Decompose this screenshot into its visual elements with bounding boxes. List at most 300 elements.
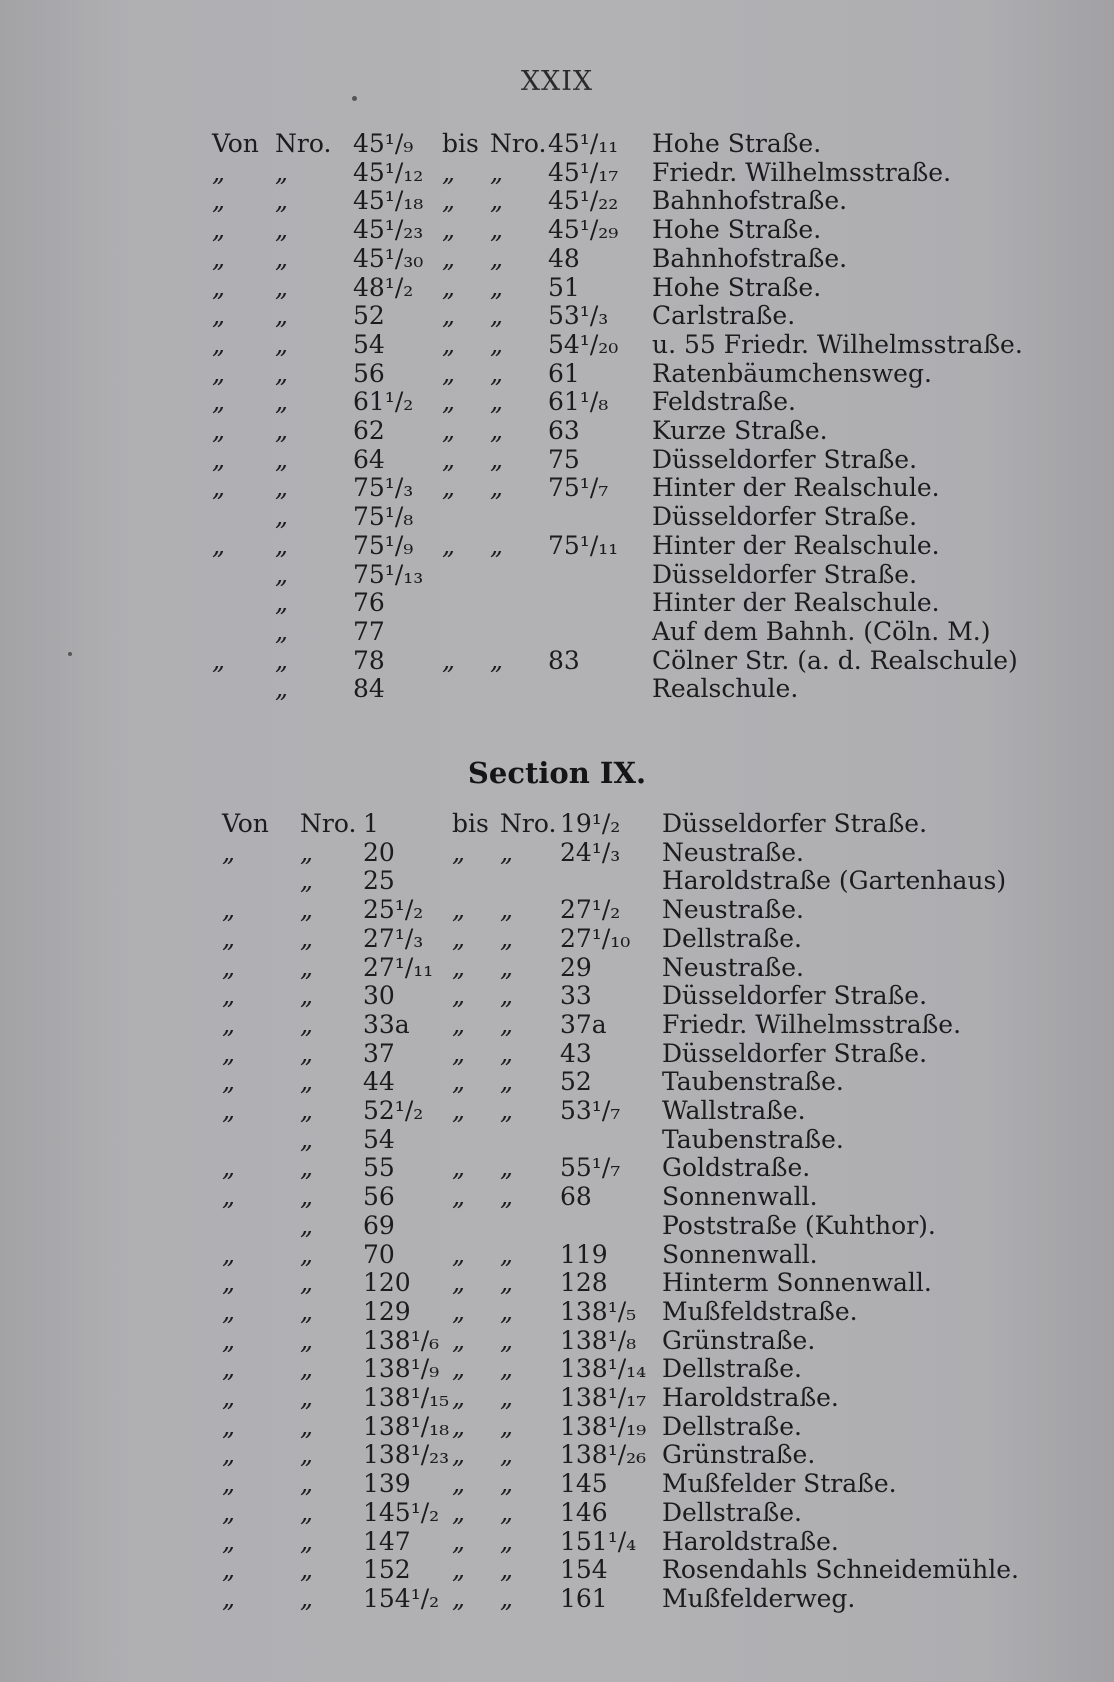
cell-to: 43: [560, 1038, 592, 1068]
cell-nro: „: [275, 329, 289, 359]
cell-from: 77: [353, 616, 385, 646]
cell-bis-nro: „: [490, 444, 504, 474]
cell-street: Hinter der Realschule.: [652, 588, 940, 618]
cell-von: „: [222, 1038, 236, 1068]
cell-nro: „: [300, 837, 314, 867]
cell-to: 53¹/₇: [560, 1096, 621, 1125]
cell-bis-nro: „: [500, 895, 514, 925]
cell-bis: „: [442, 444, 456, 474]
cell-from: 70: [363, 1239, 395, 1269]
cell-von: „: [222, 1153, 236, 1183]
cell-von: „: [222, 1497, 236, 1527]
cell-from: 25¹/₂: [363, 895, 424, 925]
cell-nro: „: [300, 1096, 314, 1125]
cell-to: 52: [560, 1067, 592, 1097]
cell-nro: „: [300, 1469, 314, 1499]
cell-bis: bis: [452, 809, 489, 838]
cell-bis-nro: „: [500, 1440, 514, 1470]
cell-von: „: [212, 243, 226, 273]
cell-nro: „: [300, 1555, 314, 1585]
cell-from: 139: [363, 1469, 411, 1499]
cell-von: „: [212, 272, 226, 302]
cell-from: 152: [363, 1555, 411, 1585]
cell-street: Carlstraße.: [652, 301, 796, 331]
cell-bis: „: [452, 1583, 466, 1613]
cell-street: Neustraße.: [662, 952, 804, 982]
cell-nro: „: [300, 1124, 314, 1154]
table-row: [0, 896, 1114, 924]
cell-bis-nro: „: [500, 1096, 514, 1125]
table-row: [0, 360, 1114, 388]
cell-street: Hinter der Realschule.: [652, 530, 940, 560]
cell-bis: bis: [442, 129, 479, 158]
cell-from: 138¹/₁₈: [363, 1411, 450, 1441]
table-row: [0, 1126, 1114, 1154]
cell-from: 62: [353, 416, 385, 445]
cell-from: 75¹/₉: [353, 530, 414, 560]
cell-bis: „: [452, 1038, 466, 1068]
cell-von: „: [222, 837, 236, 867]
cell-from: 48¹/₂: [353, 272, 414, 302]
cell-nro: „: [300, 1268, 314, 1298]
cell-bis-nro: „: [500, 952, 514, 982]
cell-nro: „: [275, 530, 289, 560]
cell-street: Mußfelderweg.: [662, 1583, 856, 1613]
cell-nro: „: [300, 1009, 314, 1039]
cell-from: 75¹/₁₃: [353, 559, 424, 589]
cell-nro: „: [275, 358, 289, 388]
cell-bis: „: [452, 981, 466, 1011]
cell-bis: „: [452, 1383, 466, 1412]
cell-von: „: [222, 1583, 236, 1613]
table-row: [0, 532, 1114, 560]
cell-von: „: [212, 444, 226, 474]
cell-nro: „: [300, 1411, 314, 1441]
table-row: [0, 388, 1114, 416]
cell-bis-nro: „: [500, 1239, 514, 1269]
cell-bis: „: [452, 952, 466, 982]
cell-von: „: [222, 1469, 236, 1499]
cell-street: Sonnenwall.: [662, 1182, 818, 1212]
cell-street: Dellstraße.: [662, 1354, 803, 1384]
cell-nro: „: [300, 1296, 314, 1326]
table-row: [0, 1269, 1114, 1297]
table-row: [0, 1068, 1114, 1096]
cell-bis-nro: „: [500, 1526, 514, 1556]
cell-to: 53¹/₃: [548, 301, 609, 331]
cell-bis: „: [442, 387, 456, 417]
cell-bis-nro: „: [500, 837, 514, 867]
cell-bis: „: [452, 1067, 466, 1097]
page-number: XXIX: [520, 66, 594, 97]
cell-from: 30: [363, 981, 395, 1011]
cell-bis-nro: „: [500, 1182, 514, 1212]
cell-from: 138¹/₆: [363, 1325, 440, 1355]
table-row: [0, 675, 1114, 703]
cell-street: Hinter der Realschule.: [652, 473, 940, 503]
cell-from: 145¹/₂: [363, 1497, 440, 1527]
cell-to: 55¹/₇: [560, 1153, 621, 1183]
table-row: [0, 187, 1114, 215]
cell-from: 61¹/₂: [353, 387, 414, 417]
cell-bis-nro: „: [490, 358, 504, 388]
cell-nro: „: [275, 502, 289, 532]
cell-bis: „: [442, 272, 456, 302]
cell-von: „: [222, 1325, 236, 1355]
table-row: [0, 331, 1114, 359]
cell-von: „: [222, 1182, 236, 1212]
cell-from: 138¹/₉: [363, 1354, 440, 1384]
section-title: Section IX.: [467, 756, 647, 790]
cell-to: 45¹/₁₇: [548, 157, 619, 187]
cell-bis: „: [452, 1555, 466, 1585]
cell-from: 37: [363, 1038, 395, 1068]
table-row: [0, 1327, 1114, 1355]
table-row: [0, 1011, 1114, 1039]
cell-from: 138¹/₂₃: [363, 1440, 450, 1470]
cell-nro: „: [300, 866, 314, 896]
cell-to: 45¹/₁₁: [548, 129, 619, 158]
cell-von: „: [212, 645, 226, 675]
cell-street: Mußfeldstraße.: [662, 1296, 858, 1326]
cell-from: 27¹/₃: [363, 923, 424, 953]
cell-von: „: [222, 952, 236, 982]
cell-bis: „: [452, 1096, 466, 1125]
cell-to: 68: [560, 1182, 592, 1212]
cell-bis-nro: „: [490, 530, 504, 560]
cell-bis: „: [442, 416, 456, 445]
cell-to: 83: [548, 645, 580, 675]
cell-von: „: [222, 1555, 236, 1585]
cell-nro: „: [300, 1325, 314, 1355]
cell-to: 48: [548, 243, 580, 273]
cell-nro: „: [275, 387, 289, 417]
cell-street: Poststraße (Kuhthor).: [662, 1210, 936, 1240]
cell-from: 45¹/₂₃: [353, 215, 424, 245]
table-row: [0, 839, 1114, 867]
cell-to: 45¹/₂₂: [548, 186, 619, 216]
cell-von: Von: [222, 809, 269, 838]
cell-from: 147: [363, 1526, 411, 1556]
table-row: [0, 1441, 1114, 1469]
cell-street: Bahnhofstraße.: [652, 243, 848, 273]
cell-bis: „: [442, 186, 456, 216]
cell-street: Kurze Straße.: [652, 416, 828, 445]
cell-to: 45¹/₂₉: [548, 215, 619, 245]
cell-street: u. 55 Friedr. Wilhelmsstraße.: [652, 329, 1023, 359]
cell-bis: „: [442, 473, 456, 503]
cell-from: 78: [353, 645, 385, 675]
cell-nro: „: [275, 243, 289, 273]
cell-street: Düsseldorfer Straße.: [652, 502, 918, 532]
cell-to: 146: [560, 1497, 608, 1527]
cell-bis-nro: „: [490, 157, 504, 187]
cell-von: „: [222, 1009, 236, 1039]
cell-von: „: [212, 329, 226, 359]
cell-from: 45¹/₁₂: [353, 157, 424, 187]
cell-von: „: [222, 1526, 236, 1556]
cell-from: 120: [363, 1268, 411, 1298]
cell-street: Grünstraße.: [662, 1325, 816, 1355]
cell-nro: „: [300, 1526, 314, 1556]
cell-bis: „: [452, 1440, 466, 1470]
cell-nro: „: [300, 1182, 314, 1212]
cell-nro: „: [275, 186, 289, 216]
cell-to: 145: [560, 1469, 608, 1499]
table-row: [0, 925, 1114, 953]
cell-street: Friedr. Wilhelmsstraße.: [652, 157, 952, 187]
cell-street: Neustraße.: [662, 837, 804, 867]
cell-von: „: [212, 215, 226, 245]
cell-street: Realschule.: [652, 674, 799, 704]
cell-von: „: [222, 1440, 236, 1470]
cell-nro: „: [275, 674, 289, 704]
cell-from: 64: [353, 444, 385, 474]
cell-bis: „: [452, 1469, 466, 1499]
cell-to: 24¹/₃: [560, 837, 621, 867]
cell-street: Haroldstraße (Gartenhaus): [662, 866, 1007, 896]
cell-street: Cölner Str. (a. d. Realschule): [652, 645, 1018, 675]
cell-street: Haroldstraße.: [662, 1526, 839, 1556]
cell-nro: „: [300, 1239, 314, 1269]
cell-nro: „: [300, 1210, 314, 1240]
table-row: [0, 1097, 1114, 1125]
cell-street: Hohe Straße.: [652, 129, 822, 158]
cell-to: 54¹/₂₀: [548, 329, 619, 359]
cell-street: Taubenstraße.: [662, 1124, 844, 1154]
cell-nro: „: [275, 272, 289, 302]
cell-from: 75¹/₃: [353, 473, 414, 503]
cell-to: 138¹/₈: [560, 1325, 637, 1355]
cell-bis: „: [452, 1325, 466, 1355]
cell-from: 55: [363, 1153, 395, 1183]
cell-to: 75¹/₇: [548, 473, 609, 503]
table-row: [0, 245, 1114, 273]
cell-street: Dellstraße.: [662, 923, 803, 953]
table-row: [0, 589, 1114, 617]
cell-nro: „: [275, 301, 289, 331]
cell-nro: „: [275, 416, 289, 445]
cell-from: 44: [363, 1067, 395, 1097]
cell-street: Haroldstraße.: [662, 1383, 839, 1412]
cell-bis-nro: „: [500, 1268, 514, 1298]
cell-von: „: [222, 1296, 236, 1326]
cell-bis: „: [452, 1182, 466, 1212]
cell-from: 33a: [363, 1009, 410, 1039]
cell-nro: „: [300, 1038, 314, 1068]
cell-nro: „: [300, 1354, 314, 1384]
cell-from: 45¹/₃₀: [353, 243, 424, 273]
cell-bis: „: [452, 1354, 466, 1384]
cell-bis-nro: „: [500, 1038, 514, 1068]
cell-street: Rosendahls Schneidemühle.: [662, 1555, 1019, 1585]
cell-bis: „: [442, 329, 456, 359]
cell-street: Friedr. Wilhelmsstraße.: [662, 1009, 962, 1039]
cell-from: 154¹/₂: [363, 1583, 440, 1613]
cell-bis: „: [442, 301, 456, 331]
cell-to: 27¹/₂: [560, 895, 621, 925]
cell-bis: „: [452, 1239, 466, 1269]
cell-from: 52¹/₂: [363, 1096, 424, 1125]
cell-to: 33: [560, 981, 592, 1011]
cell-from: 56: [353, 358, 385, 388]
cell-from: 54: [363, 1124, 395, 1154]
cell-bis-nro: „: [490, 301, 504, 331]
cell-bis-nro: „: [500, 1469, 514, 1499]
table-row: [0, 867, 1114, 895]
cell-street: Hohe Straße.: [652, 272, 822, 302]
cell-bis-nro: „: [500, 1583, 514, 1613]
cell-street: Mußfelder Straße.: [662, 1469, 897, 1499]
cell-street: Wallstraße.: [662, 1096, 806, 1125]
cell-to: 51: [548, 272, 580, 302]
cell-von: „: [222, 1411, 236, 1441]
table-row: [0, 302, 1114, 330]
cell-bis-nro: „: [500, 923, 514, 953]
cell-bis: „: [442, 243, 456, 273]
cell-nro: „: [300, 981, 314, 1011]
cell-street: Bahnhofstraße.: [652, 186, 848, 216]
cell-von: „: [222, 1239, 236, 1269]
cell-from: 45¹/₁₈: [353, 186, 424, 216]
cell-nro: „: [300, 1153, 314, 1183]
cell-to: 128: [560, 1268, 608, 1298]
cell-von: „: [212, 387, 226, 417]
cell-from: 1: [363, 809, 379, 838]
paper-speck: [352, 96, 357, 101]
handwritten-annotation: [901, 1282, 916, 1299]
cell-to: 63: [548, 416, 580, 445]
cell-bis: „: [442, 215, 456, 245]
cell-bis-nro: „: [490, 186, 504, 216]
table-row: [0, 1040, 1114, 1068]
cell-von: „: [222, 1383, 236, 1412]
cell-nro: „: [275, 444, 289, 474]
cell-nro: „: [275, 157, 289, 187]
table-row: [0, 1556, 1114, 1584]
table-row: [0, 1298, 1114, 1326]
cell-nro: „: [300, 1497, 314, 1527]
cell-nro: „: [275, 616, 289, 646]
cell-nro: „: [275, 215, 289, 245]
cell-von: „: [222, 923, 236, 953]
cell-bis: „: [442, 645, 456, 675]
cell-nro: „: [275, 588, 289, 618]
table-row: [0, 1499, 1114, 1527]
cell-von: Von: [212, 129, 259, 158]
cell-bis-nro: „: [500, 1383, 514, 1412]
cell-von: „: [222, 1354, 236, 1384]
cell-bis-nro: „: [500, 1497, 514, 1527]
cell-bis: „: [452, 1497, 466, 1527]
table-row: [0, 561, 1114, 589]
table-row: [0, 810, 1114, 838]
cell-from: 138¹/₁₅: [363, 1383, 450, 1412]
table-row: [0, 159, 1114, 187]
cell-to: 138¹/₁₉: [560, 1411, 647, 1441]
cell-to: 61: [548, 358, 580, 388]
cell-bis: „: [452, 1296, 466, 1326]
cell-bis: „: [452, 837, 466, 867]
cell-von: „: [212, 358, 226, 388]
cell-street: Düsseldorfer Straße.: [662, 981, 928, 1011]
cell-bis-nro: „: [490, 416, 504, 445]
cell-to: 119: [560, 1239, 608, 1269]
cell-bis-nro: „: [490, 387, 504, 417]
cell-nro: „: [300, 1583, 314, 1613]
cell-bis-nro: „: [500, 981, 514, 1011]
cell-street: Düsseldorfer Straße.: [662, 1038, 928, 1068]
table-row: [0, 1528, 1114, 1556]
cell-from: 76: [353, 588, 385, 618]
table-row: [0, 1241, 1114, 1269]
cell-bis-nro: „: [500, 1325, 514, 1355]
cell-bis-nro: „: [500, 1009, 514, 1039]
cell-to: 138¹/₂₆: [560, 1440, 647, 1470]
cell-nro: „: [275, 559, 289, 589]
cell-nro: „: [300, 1383, 314, 1412]
cell-street: Dellstraße.: [662, 1497, 803, 1527]
cell-bis-nro: Nro.: [500, 809, 557, 838]
cell-nro: „: [275, 473, 289, 503]
cell-bis: „: [442, 530, 456, 560]
cell-bis-nro: „: [490, 243, 504, 273]
table-row: [0, 1585, 1114, 1613]
cell-bis-nro: „: [500, 1067, 514, 1097]
table-row: [0, 1355, 1114, 1383]
cell-street: Ratenbäumchensweg.: [652, 358, 932, 388]
table-row: [0, 274, 1114, 302]
cell-nro: „: [300, 923, 314, 953]
cell-nro: „: [300, 1067, 314, 1097]
table-row: [0, 1154, 1114, 1182]
cell-bis: „: [452, 1153, 466, 1183]
table-row: [0, 1384, 1114, 1412]
table-row: [0, 647, 1114, 675]
cell-von: „: [212, 473, 226, 503]
cell-bis-nro: „: [490, 473, 504, 503]
cell-street: Grünstraße.: [662, 1440, 816, 1470]
cell-from: 25: [363, 866, 395, 896]
cell-von: „: [212, 301, 226, 331]
cell-to: 19¹/₂: [560, 809, 621, 838]
cell-bis-nro: „: [500, 1411, 514, 1441]
cell-from: 56: [363, 1182, 395, 1212]
cell-bis: „: [442, 358, 456, 388]
cell-von: „: [212, 186, 226, 216]
cell-to: 161: [560, 1583, 608, 1613]
cell-to: 75: [548, 444, 580, 474]
table-row: [0, 1183, 1114, 1211]
cell-from: 52: [353, 301, 385, 331]
cell-to: 27¹/₁₀: [560, 923, 631, 953]
cell-nro: „: [300, 952, 314, 982]
cell-street: Auf dem Bahnh. (Cöln. M.): [652, 616, 991, 646]
cell-from: 129: [363, 1296, 411, 1326]
cell-to: 75¹/₁₁: [548, 530, 619, 560]
cell-from: 45¹/₉: [353, 129, 414, 158]
table-row: [0, 954, 1114, 982]
cell-to: 61¹/₈: [548, 387, 609, 417]
cell-from: 20: [363, 837, 395, 867]
table-row: [0, 216, 1114, 244]
cell-von: „: [222, 1067, 236, 1097]
cell-bis-nro: „: [500, 1354, 514, 1384]
cell-bis-nro: „: [490, 645, 504, 675]
table-row: [0, 130, 1114, 158]
cell-nro: „: [275, 645, 289, 675]
cell-street: Taubenstraße.: [662, 1067, 844, 1097]
